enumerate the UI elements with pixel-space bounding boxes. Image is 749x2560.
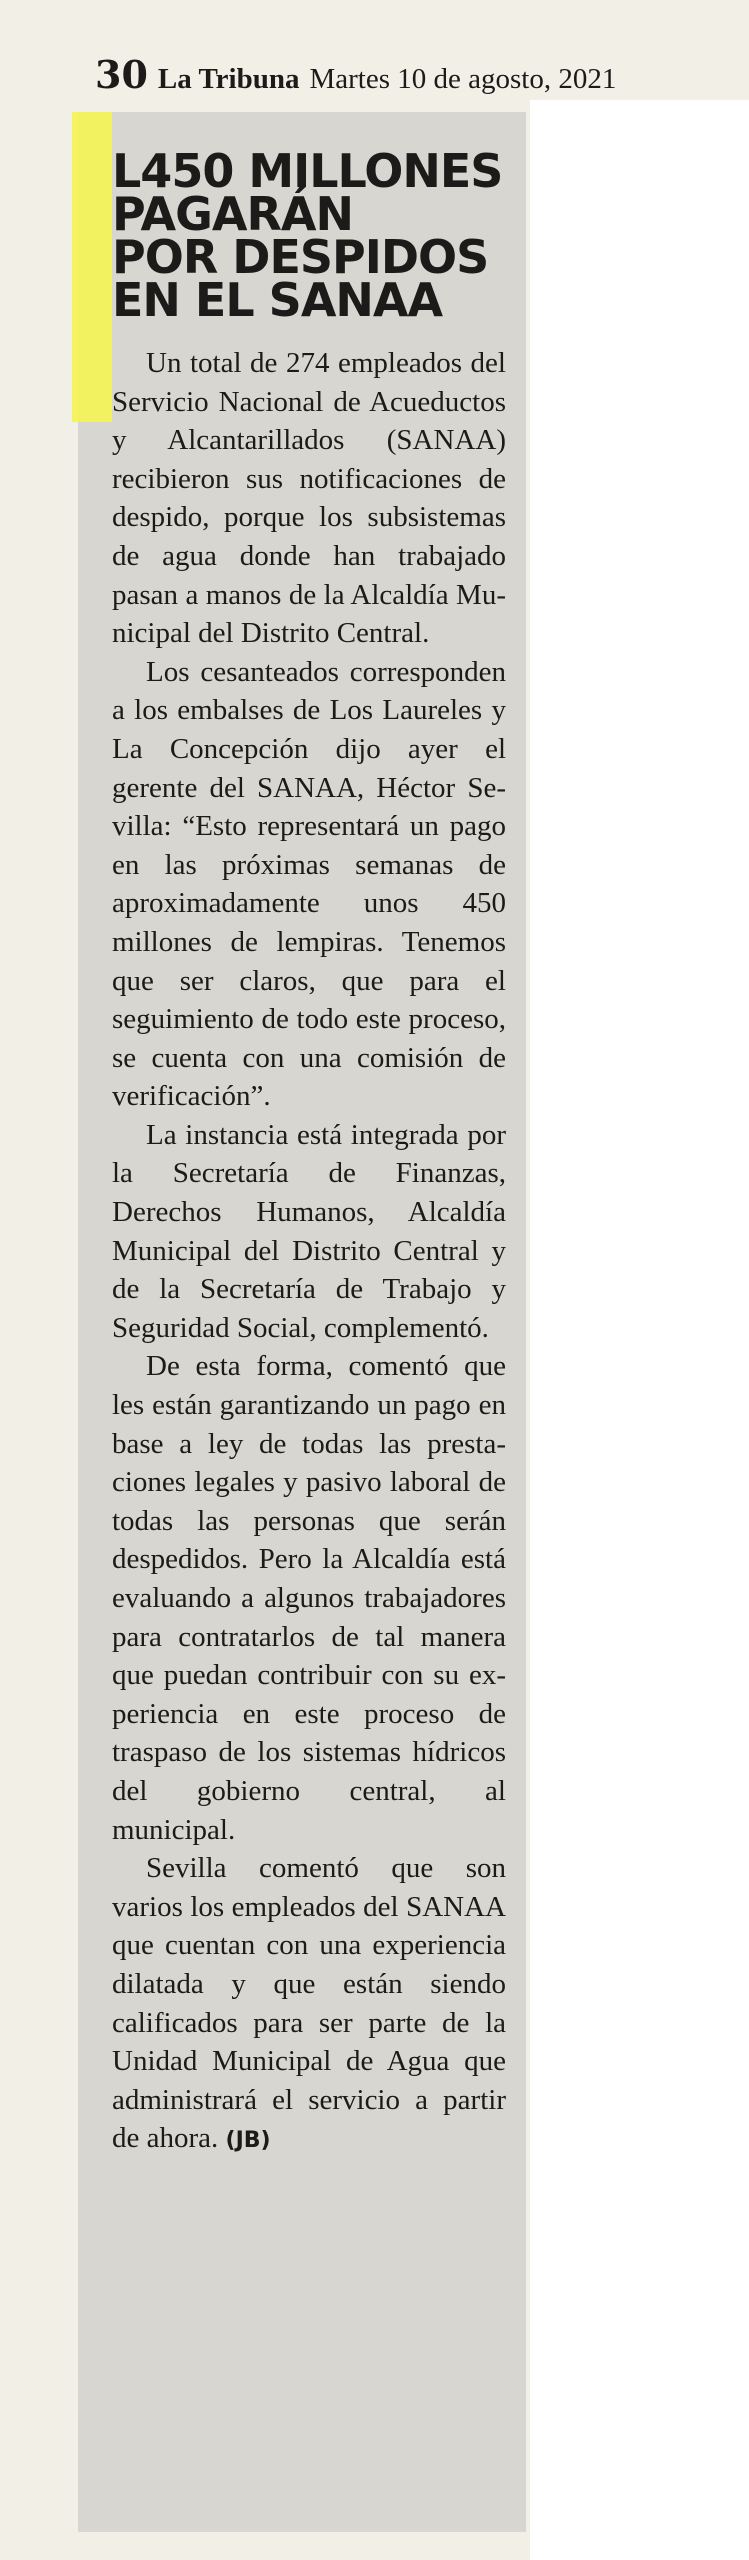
highlighter-mark: [72, 112, 112, 422]
article-paragraph: Un total de 274 empleados del Servicio Nacional de Acueductos y Alcantarillados (SANAA) recibieron sus notificaciones de despido, porque los subsistemas de agua donde han trabajado pasan a manos de la Alcaldía Municipal del Distrito Central.: [112, 347, 506, 650]
publication-name: La Tribuna: [157, 63, 300, 95]
headline-line: L450 MILLONES: [112, 144, 503, 198]
page-number: 30: [95, 52, 148, 97]
article-paragraph: Los cesanteados corresponden a los embalses de Los Laureles y La Concepción dijo ayer el gerente del SANAA, Héctor Sevilla: “Esto representará un pago en las próximas semanas de aproximadamente unos 450 millones de lempiras. Tenemos que ser claros, que para el seguimiento de todo este proceso, se cuenta con una comisión de verificación”.: [112, 655, 506, 1113]
article-paragraph: [112, 1849, 506, 2161]
article-headline: [112, 144, 506, 327]
page-header: [95, 52, 715, 97]
headline-line: POR DESPIDOS: [112, 230, 489, 284]
article-paragraph: De esta forma, comentó que les están garantizando un pago en base a ley de todas las prestaciones legales y pasivo laboral de todas las personas que serán despedidos. Pero la Alcaldía está evaluando a algunos trabajadores para contratarlos de tal manera que puedan contribuir con su experiencia en este proceso de traspaso de los sistemas hídricos del gobierno central, al municipal.: [112, 1350, 506, 1846]
publication-date: Martes 10 de agosto, 2021: [309, 63, 617, 95]
article-box: [78, 112, 526, 2532]
article-body: [112, 344, 506, 2161]
article-byline: (JB): [225, 2128, 271, 2154]
article-paragraph: La instancia está integrada por la Secretaría de Finanzas, Derechos Humanos, Alcaldía Municipal del Distrito Central y de la Secretaría de Trabajo y Seguridad Social, complementó.: [112, 1118, 506, 1344]
headline-line: PAGARÁN: [112, 187, 353, 241]
paragraph-text: Sevilla comentó que son varios los empleados del SANAA que cuentan con una experiencia dilatada y que están siendo calificados para ser parte de la Unidad Municipal de Agua que administrará el servicio a partir de ahora.: [112, 1852, 506, 2155]
headline-line: EN EL SANAA: [112, 273, 443, 327]
blank-margin: [530, 100, 749, 2560]
